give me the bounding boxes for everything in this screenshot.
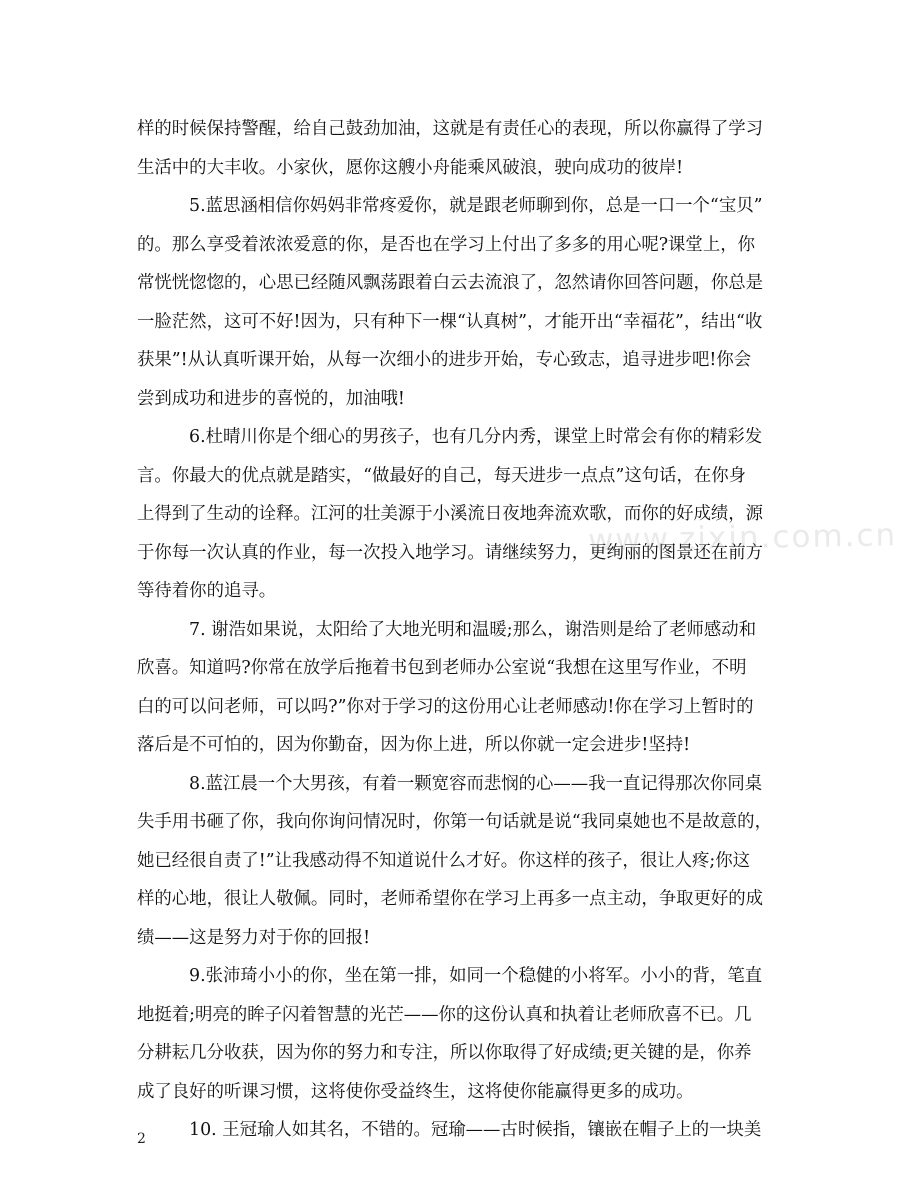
text-line: 生活中的大丰收。小家伙，愿你这艘小舟能乘风破浪，驶向成功的彼岸!	[137, 157, 684, 178]
text-line: 成了良好的听课习惯，这将使你受益终生，这将使你能赢得更多的成功。	[137, 1081, 694, 1102]
text-line: 地挺着;明亮的眸子闪着智慧的光芒——你的这份认真和执着让老师欣喜不已。几	[137, 1004, 752, 1025]
text-line: 样的时候保持警醒，给自己鼓劲加油，这就是有责任心的表现，所以你赢得了学习	[137, 119, 764, 139]
text-line: 等待着你的追寻。	[137, 581, 277, 601]
text-line: 失手用书砸了你，我向你询问情况时，你第一句话就是说“我同桌她也不是故意的，	[137, 812, 772, 832]
text-line: 一脸茫然，这可不好!因为，只有种下一棵“认真树”，才能开出“幸福花”，结出“收	[137, 311, 763, 332]
paragraph-start-line: 5.蓝思涵相信你妈妈非常疼爱你，就是跟老师聊到你，总是一口一个“宝贝”	[189, 196, 763, 216]
text-line: 的。那么享受着浓浓爱意的你，是否也在学习上付出了多多的用心呢?课堂上，你	[137, 234, 755, 255]
text-line: 白的可以问老师，可以吗?”你对于学习的这份用心让老师感动!你在学习上暂时的	[137, 696, 754, 717]
text-line: 于你每一次认真的作业，每一次投入地学习。请继续努力，更绚丽的图景还在前方	[137, 542, 764, 563]
paragraph-start-line: 7. 谢浩如果说，太阳给了大地光明和温暖;那么，谢浩则是给了老师感动和	[189, 619, 757, 640]
text-line: 样的心地，很让人敬佩。同时，老师希望你在学习上再多一点主动，争取更好的成	[137, 889, 764, 909]
page-content	[137, 110, 785, 1150]
text-line: 尝到成功和进步的喜悦的，加油哦!	[137, 388, 405, 409]
text-line: 分耕耘几分收获，因为你的努力和专注，所以你取得了好成绩;更关键的是，你养	[137, 1043, 752, 1063]
watermark: www.zixin.com.cn	[587, 517, 898, 559]
paragraph-start-line: 6.杜晴川你是个细心的男孩子，也有几分内秀，课堂上时常会有你的精彩发	[189, 427, 763, 447]
paragraph-start-line: 9.张沛琦小小的你，坐在第一排，如同一个稳健的小将军。小小的背，笔直	[189, 966, 763, 986]
page-number: 2	[137, 1131, 146, 1147]
paragraph-start-line: 8.蓝江晨一个大男孩，有着一颗宽容而悲悯的心——我一直记得那次你同桌	[189, 773, 763, 794]
text-line: 常恍恍惚惚的，心思已经随风飘荡跟着白云去流浪了，忽然请你回答问题，你总是	[137, 273, 764, 293]
text-line: 言。你最大的优点就是踏实，“做最好的自己，每天进步一点点”这句话，在你身	[137, 465, 747, 486]
text-line: 落后是不可怕的，因为你勤奋，因为你上进，所以你就一定会进步!坚持!	[137, 735, 691, 755]
text-line: 获果”!从认真听课开始，从每一次细小的进步开始，专心致志，追寻进步吧!你会	[137, 350, 752, 370]
paragraph-start-line: 10. 王冠瑜人如其名，不错的。冠瑜——古时候指，镶嵌在帽子上的一块美	[189, 1120, 762, 1140]
text-line: 绩——这是努力对于你的回报!	[137, 927, 371, 948]
text-line: 欣喜。知道吗?你常在放学后拖着书包到老师办公室说“我想在这里写作业，不明	[137, 658, 747, 678]
text-line: 上得到了生动的诠释。江河的壮美源于小溪流日夜地奔流欢歌，而你的好成绩，源	[137, 504, 764, 524]
text-line: 她已经很自责了!”让我感动得不知道说什么才好。你这样的孩子，很让人疼;你这	[137, 850, 751, 871]
